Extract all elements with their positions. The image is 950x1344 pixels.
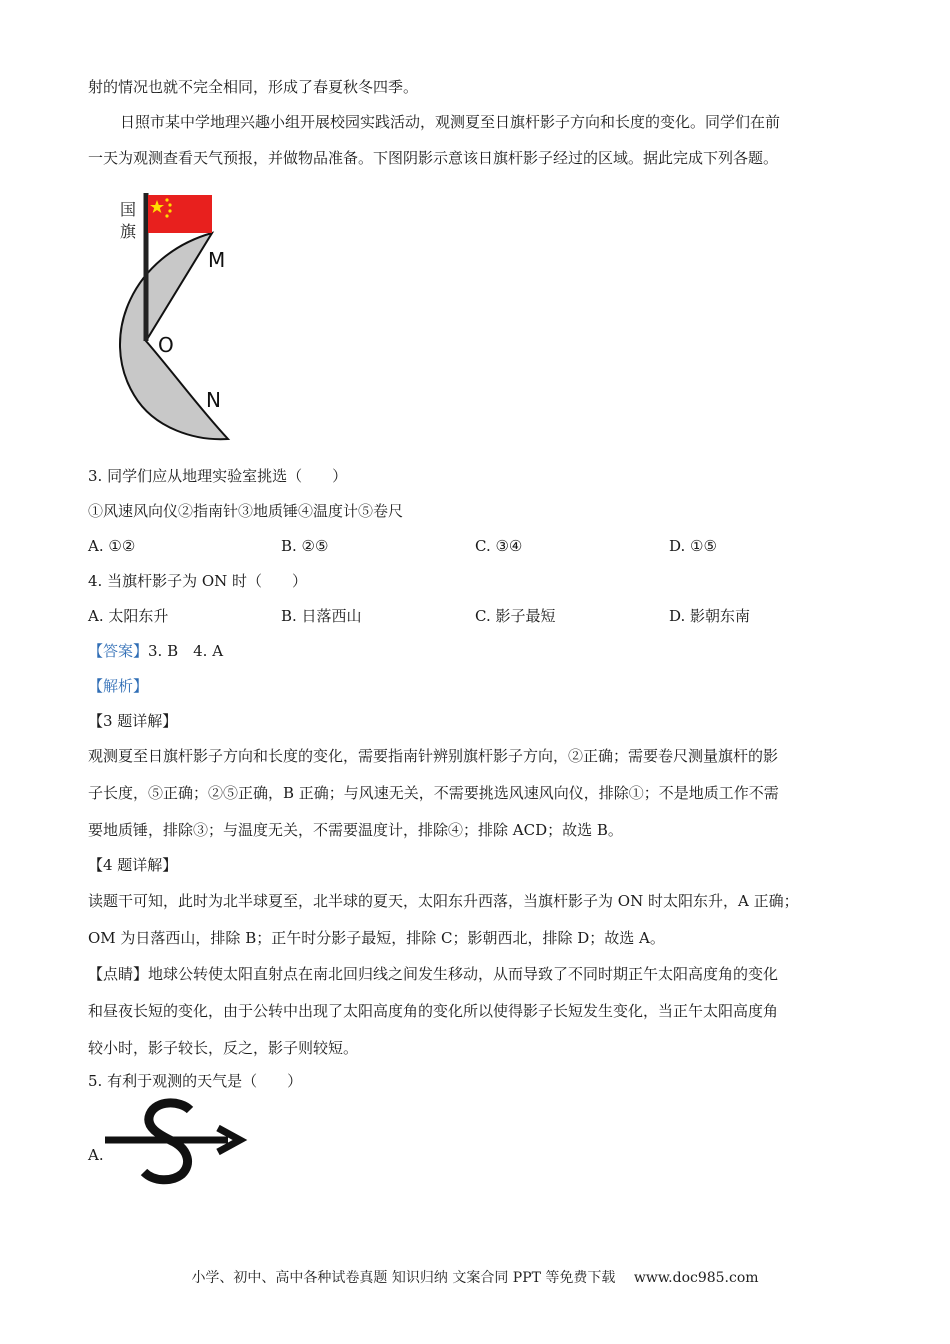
answer-tag: 【答案】 xyxy=(88,642,149,660)
q4-option-d: D. 影朝东南 xyxy=(669,607,751,625)
flag-label-2: 旗 xyxy=(120,222,137,241)
detail3-line-2: 子长度，⑤正确；②⑤正确，B 正确；与风速无关，不需要挑选风速风向仪，排除①；不是地质工作不需 xyxy=(88,784,779,802)
q3-option-b: B. ②⑤ xyxy=(281,537,329,555)
point-m-label: M xyxy=(208,248,226,272)
detail3-title: 【3 题详解】 xyxy=(88,712,178,730)
q5-option-a-label: A. xyxy=(88,1146,104,1164)
flag-small-star-2 xyxy=(168,203,171,206)
analysis-tag: 【解析】 xyxy=(88,677,149,695)
q4-option-b: B. 日落西山 xyxy=(281,607,362,625)
q3-stem: 3. 同学们应从地理实验室挑选（ ） xyxy=(88,467,348,485)
detail3-line-3: 要地质锤，排除③；与温度无关，不需要温度计，排除④；排除 ACD；故选 B。 xyxy=(88,821,623,839)
intro-line-3: 一天为观测查看天气预报，并做物品准备。下图阴影示意该日旗杆影子经过的区域。据此完成下列各题。 xyxy=(88,149,779,167)
q3-option-c: C. ③④ xyxy=(475,537,523,555)
detail4-title: 【4 题详解】 xyxy=(88,856,178,874)
tip-line-2: 和昼夜长短的变化，由于公转中出现了太阳高度角的变化所以使得影子长短发生变化，当正午太阳高度角 xyxy=(88,1002,779,1020)
answer-line xyxy=(88,641,223,661)
intro-line-2: 日照市某中学地理兴趣小组开展校园实践活动，观测夏至日旗杆影子方向和长度的变化。同学们在前 xyxy=(120,113,781,131)
intro-line-1: 射的情况也就不完全相同，形成了春夏秋冬四季。 xyxy=(88,78,419,96)
q4-option-c: C. 影子最短 xyxy=(475,607,556,625)
flag-small-star-3 xyxy=(168,209,171,212)
q3-items: ①风速风向仪②指南针③地质锤④温度计⑤卷尺 xyxy=(88,502,404,520)
detail4-line-2: OM 为日落西山，排除 B；正午时分影子最短，排除 C；影朝西北，排除 D；故选 A。 xyxy=(88,929,665,947)
tip-line-3: 较小时，影子较长，反之，影子则较短。 xyxy=(88,1039,359,1057)
flag-label-1: 国 xyxy=(120,200,137,219)
detail3-line-1: 观测夏至日旗杆影子方向和长度的变化，需要指南针辨别旗杆影子方向，②正确；需要卷尺测量旗杆的影 xyxy=(88,747,779,765)
point-o-label: O xyxy=(158,333,174,357)
flag-small-star-1 xyxy=(165,198,168,201)
page-footer: 小学、初中、高中各种试卷真题 知识归纳 文案合同 PPT 等免费下载 www.doc985.com xyxy=(191,1270,759,1286)
q5-stem: 5. 有利于观测的天气是（ ） xyxy=(88,1072,303,1090)
q4-stem: 4. 当旗杆影子为 ON 时（ ） xyxy=(88,572,308,590)
tip-title: 【点睛】 xyxy=(88,965,149,983)
flag-small-star-4 xyxy=(165,214,168,217)
sand-storm-weather-icon xyxy=(100,1098,250,1188)
national-flag xyxy=(148,195,212,233)
q3-option-a: A. ①② xyxy=(88,537,136,555)
answer-text: 3. B 4. A xyxy=(148,642,224,660)
q4-option-a: A. 太阳东升 xyxy=(88,607,169,625)
detail4-line-1: 读题干可知，此时为北半球夏至，北半球的夏天，太阳东升西落，当旗杆影子为 ON 时太阳东升，A 正确； xyxy=(88,892,799,910)
q3-option-d: D. ①⑤ xyxy=(669,537,717,555)
tip-line-1 xyxy=(88,964,778,984)
tip-text-1: 地球公转使太阳直射点在南北回归线之间发生移动，从而导致了不同时期正午太阳高度角的变化 xyxy=(148,965,779,983)
point-n-label: N xyxy=(206,388,221,412)
flagpole-shadow-figure xyxy=(100,185,260,445)
